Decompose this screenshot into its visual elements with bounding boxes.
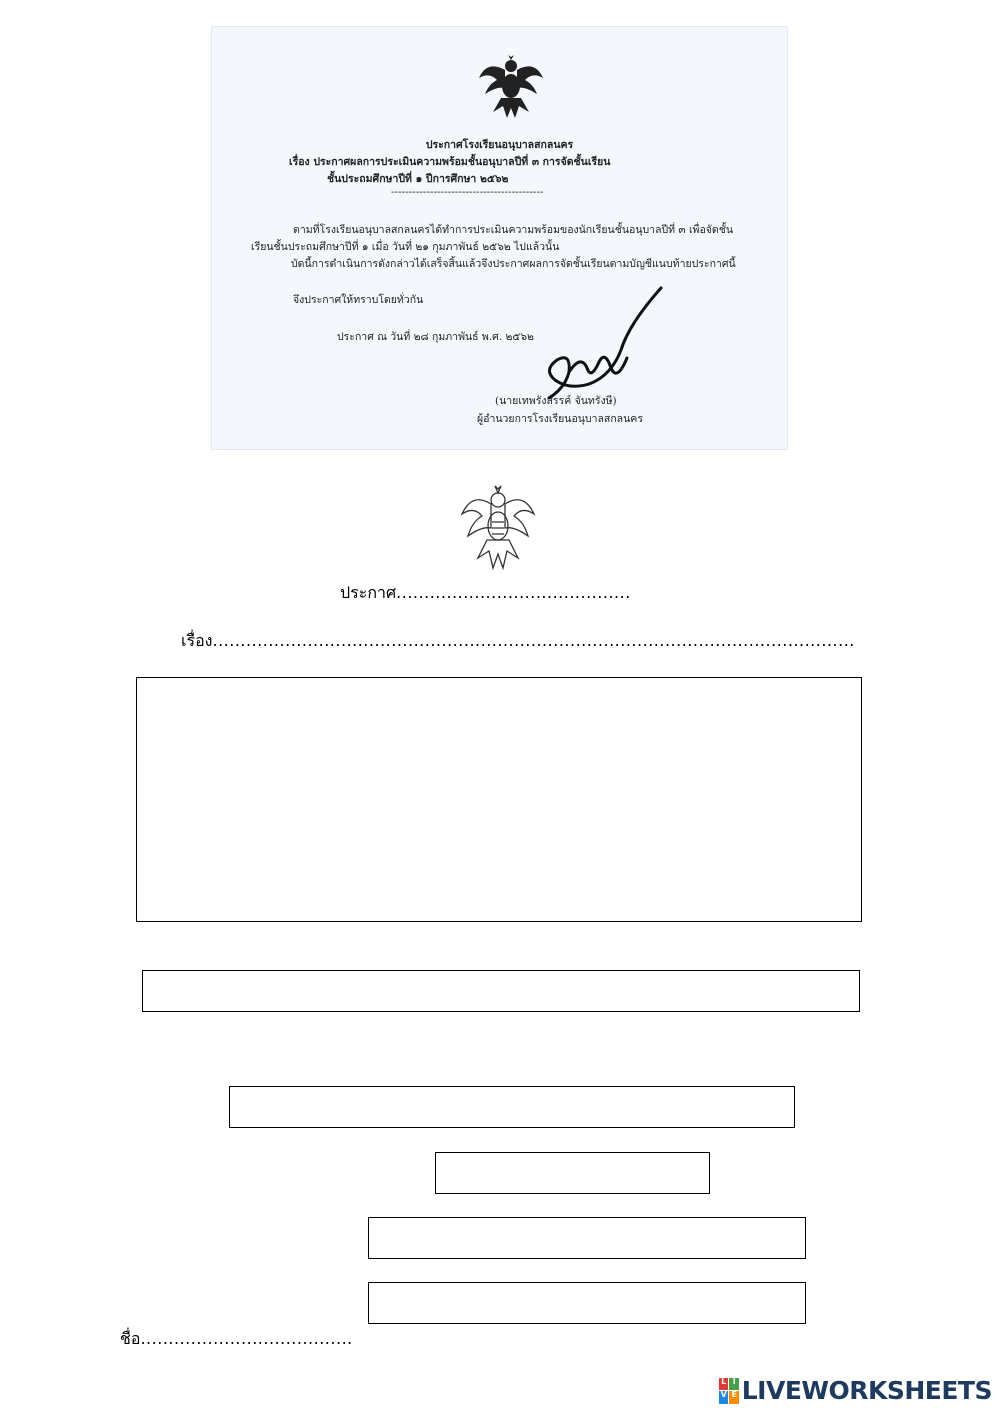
sample-body-line1: ตามที่โรงเรียนอนุบาลสกลนครได้ทำการประเมินความพร้อมของนักเรียนชั้นอนุบาลปีที่ ๓ เพื่อจัดชั้น (293, 224, 734, 236)
date-line-box[interactable] (229, 1086, 795, 1128)
garuda-emblem-icon (475, 54, 547, 122)
sample-body-line2: เรียนชั้นประถมศึกษาปีที่ ๑ เมื่อ วันที่ ๒๑ กุมภาพันธ์ ๒๕๖๒ ไปแล้วนั้น (251, 241, 560, 253)
sample-title: ประกาศโรงเรียนอนุบาลสกลนคร (425, 139, 574, 151)
sample-closing: จึงประกาศให้ทราบโดยทั่วกัน (293, 294, 424, 306)
liveworksheets-logo (719, 1376, 992, 1405)
name-dots: ...................................... (140, 1329, 353, 1348)
sample-subject-line1: เรื่อง ประกาศผลการประเมินความพร้อมชั้นอนุบาลปีที่ ๓ การจัดชั้นเรียน (289, 156, 611, 168)
subject-label: เรื่อง (181, 631, 213, 650)
sample-subject-line2: ชั้นประถมศึกษาปีที่ ๑ ปีการศึกษา ๒๕๖๒ (327, 173, 509, 185)
announce-label: ประกาศ (340, 583, 397, 602)
signer-name-box[interactable] (368, 1217, 806, 1259)
closing-statement-box[interactable] (142, 970, 860, 1012)
worksheet-garuda-icon (458, 484, 538, 572)
sample-signer-name: (นายเทพรังสรรค์ จันทรังษี) (495, 395, 617, 407)
liveworksheets-mark-icon: L I V E (719, 1378, 739, 1404)
sample-signer-title: ผู้อำนวยการโรงเรียนอนุบาลสกลนคร (477, 413, 643, 425)
sample-separator: ------------------------------------------- (391, 186, 544, 198)
announcement-body-box[interactable] (136, 677, 862, 922)
announce-dots: .......................................... (396, 583, 631, 602)
sample-date-line: ประกาศ ณ วันที่ ๒๘ กุมภาพันธ์ พ.ศ. ๒๕๖๒ (337, 331, 534, 343)
subject-line (181, 629, 855, 654)
sample-body-line3: บัดนี้การดำเนินการดังกล่าวได้เสร็จสิ้นแล้วจึงประกาศผลการจัดชั้นเรียนตามบัญชีแนบท้ายประกาศนี้ (291, 258, 736, 270)
name-line (120, 1327, 353, 1352)
signature-box[interactable] (435, 1152, 710, 1194)
name-label: ชื่อ (120, 1329, 141, 1348)
announce-line (340, 581, 631, 606)
signer-position-box[interactable] (368, 1282, 806, 1324)
subject-dots: ................................................................................................................... (212, 631, 855, 650)
liveworksheets-brand: LIVEWORKSHEETS (741, 1376, 992, 1405)
signature-mark (529, 284, 669, 404)
sample-announcement-image (211, 26, 788, 450)
